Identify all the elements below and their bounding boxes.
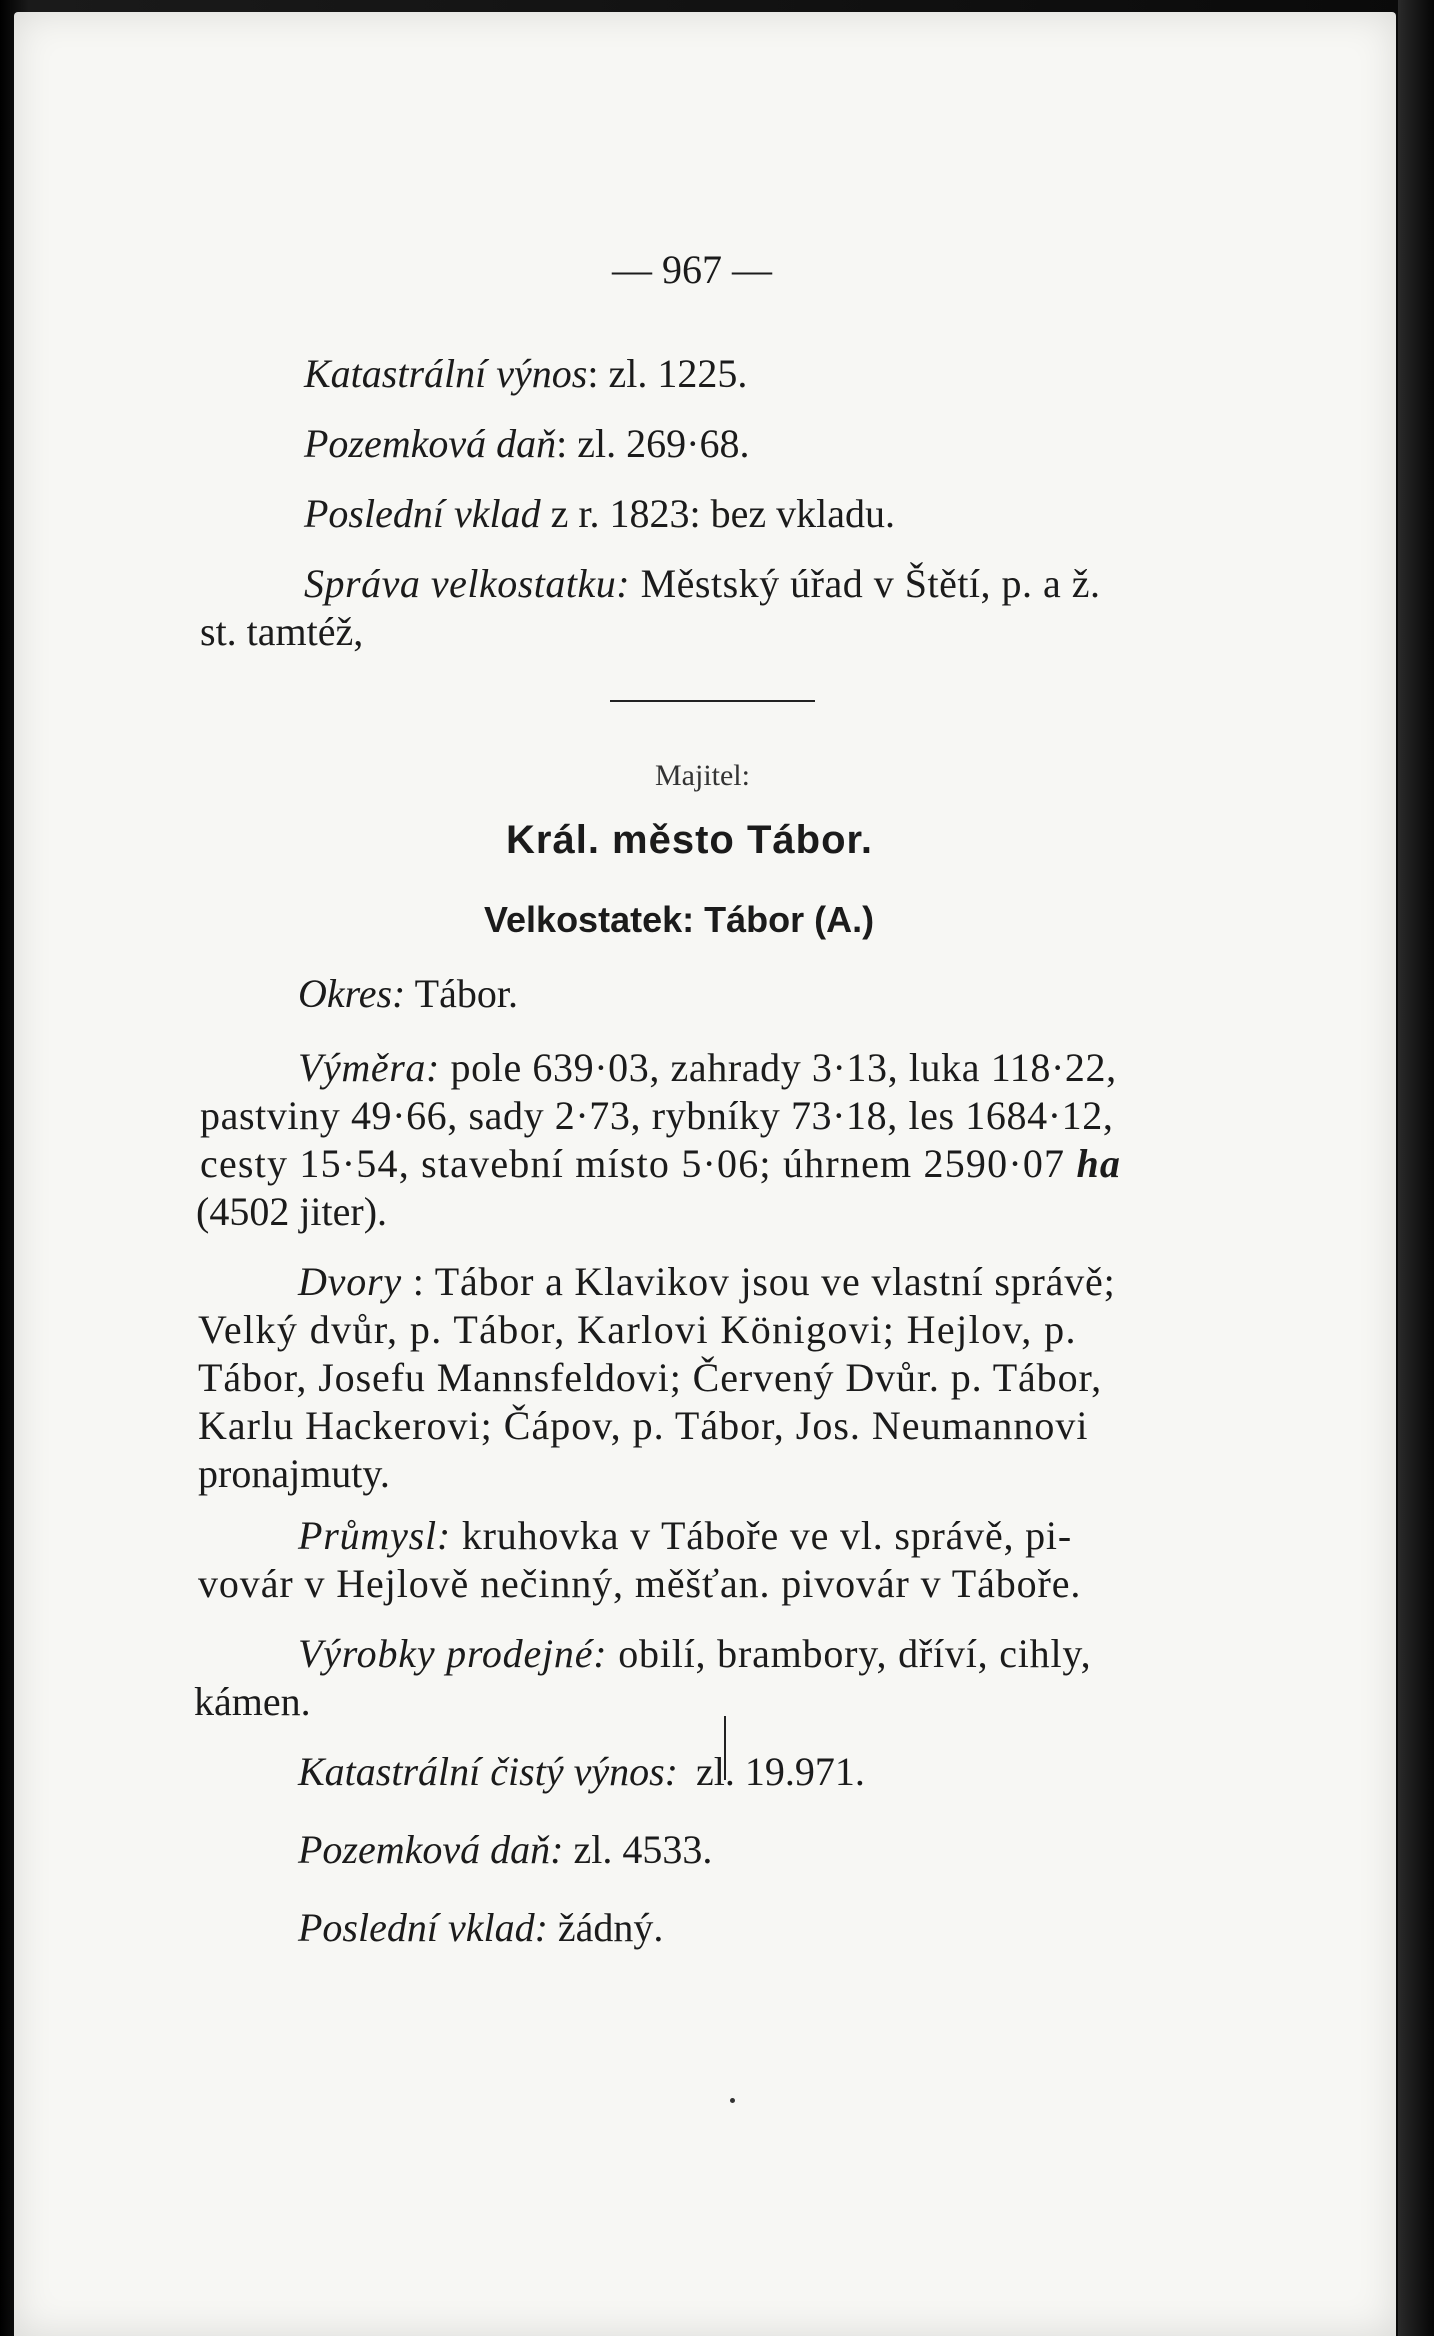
vyrobky-line-1 bbox=[298, 1630, 1091, 1678]
posledni-vklad-value: z r. 1823: bez vkladu. bbox=[550, 491, 895, 536]
pd2-label: Pozemková daň: bbox=[298, 1827, 564, 1872]
dvory-line-2: Velký dvůr, p. Tábor, Karlovi Königovi; Hejlov, p. bbox=[198, 1307, 1077, 1352]
sprava-continuation: st. tamtéž, bbox=[200, 609, 364, 654]
vymera-label: Výměra: bbox=[298, 1045, 440, 1090]
district-value: Tábor. bbox=[414, 971, 518, 1016]
posledni-vklad bbox=[304, 490, 895, 538]
vymera-line-3 bbox=[200, 1140, 1121, 1188]
owner-label: Majitel: bbox=[655, 759, 750, 792]
vymera-text-1: pole 639·03, zahrady 3·13, luka 118·22, bbox=[450, 1045, 1117, 1090]
dvory-line-3: Tábor, Josefu Mannsfeldovi; Červený Dvůr. p. Tábor, bbox=[198, 1355, 1103, 1400]
vymera-line-2: pastviny 49·66, sady 2·73, rybníky 73·18, les 1684·12, bbox=[200, 1093, 1114, 1138]
kcv-label: Katastrální čistý výnos: bbox=[298, 1749, 678, 1794]
dvory-line-1 bbox=[298, 1258, 1116, 1306]
pv2-label: Poslední vklad: bbox=[298, 1905, 548, 1950]
dvory-line-4: Karlu Hackerovi; Čápov, p. Tábor, Jos. Neumannovi bbox=[198, 1403, 1089, 1448]
vyrobky-label: Výrobky prodejné: bbox=[298, 1631, 608, 1676]
owner-name: Král. město Tábor. bbox=[506, 818, 873, 862]
dvory-label: Dvory bbox=[298, 1259, 402, 1304]
pozemkova-dan-label: Pozemková daň bbox=[304, 421, 557, 466]
section-divider bbox=[610, 700, 815, 702]
pozemkova-dan-value: : zl. 269·68. bbox=[556, 421, 750, 466]
dvory-text-1: : Tábor a Klavikov jsou ve vlastní správě; bbox=[412, 1259, 1116, 1304]
sprava-value: Městský úřad v Štětí, p. a ž. bbox=[640, 561, 1101, 606]
posledni-vklad-label: Poslední vklad bbox=[304, 491, 541, 536]
estate-title bbox=[484, 896, 874, 944]
prumysl-line-1 bbox=[298, 1512, 1072, 1560]
district-label: Okres: bbox=[298, 971, 406, 1016]
pozemkova-dan bbox=[304, 420, 749, 468]
pd2-value: zl. 4533. bbox=[573, 1827, 713, 1872]
katastralni-cisty-vynos bbox=[298, 1748, 865, 1796]
vymera-line-1 bbox=[298, 1044, 1117, 1092]
district bbox=[298, 970, 518, 1018]
page-edge-shadow bbox=[1398, 0, 1434, 2336]
vyrobky-line-2: kámen. bbox=[194, 1679, 311, 1724]
prumysl-line-2: vovár v Hejlově nečinný, měšťan. pivovár v Táboře. bbox=[198, 1561, 1082, 1606]
katastralni-vynos-label: Katastrální výnos bbox=[304, 351, 588, 396]
sprava-velkostatku bbox=[304, 560, 1101, 608]
pv2-value: žádný. bbox=[557, 1905, 664, 1950]
vymera-text-3: cesty 15·54, stavební místo 5·06; úhrnem 2590·07 bbox=[200, 1141, 1066, 1186]
estate-title-text: Velkostatek: Tábor (A.) bbox=[484, 899, 875, 940]
sprava-label: Správa velkostatku: bbox=[304, 561, 631, 606]
prumysl-label: Průmysl: bbox=[298, 1513, 452, 1558]
katastralni-vynos bbox=[304, 350, 747, 398]
page-number: — 967 — bbox=[612, 247, 772, 292]
vymera-line-4: (4502 jiter). bbox=[196, 1189, 388, 1234]
katastralni-vynos-value: : zl. 1225. bbox=[587, 351, 748, 396]
pozemkova-dan-2 bbox=[298, 1826, 712, 1874]
vymera-unit: ha bbox=[1076, 1141, 1122, 1186]
posledni-vklad-2 bbox=[298, 1904, 663, 1952]
kcv-value: zl. 19.971. bbox=[695, 1749, 865, 1794]
speck bbox=[730, 2098, 735, 2103]
vyrobky-text-1: obilí, brambory, dříví, cihly, bbox=[618, 1631, 1092, 1676]
dvory-line-5: pronajmuty. bbox=[198, 1451, 390, 1496]
prumysl-text-1: kruhovka v Táboře ve vl. správě, pi- bbox=[461, 1513, 1072, 1558]
